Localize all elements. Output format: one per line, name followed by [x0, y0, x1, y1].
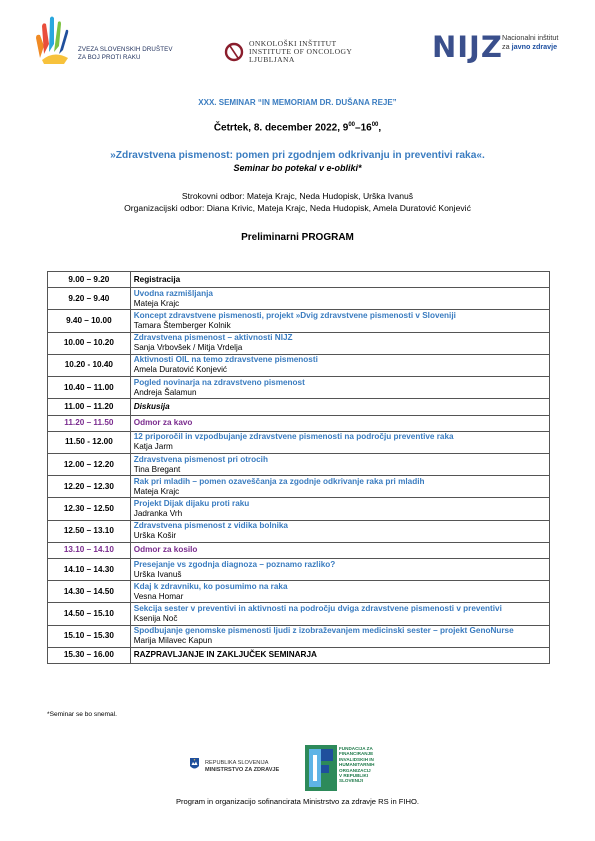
program-row — [48, 377, 550, 399]
program-content — [130, 332, 549, 354]
fiho-text — [339, 746, 374, 784]
program-content — [130, 354, 549, 376]
program-row — [48, 476, 550, 498]
program-row — [48, 310, 550, 332]
program-time: 11.50 - 12.00 — [48, 431, 131, 453]
nijz-mark: NIJZ — [432, 30, 503, 64]
hands-icon — [34, 14, 74, 64]
talk-title: Pogled novinarja na zdravstveno pismenost — [133, 377, 305, 387]
speaker-name: Ksenija Noč — [133, 614, 178, 624]
program-row — [48, 415, 550, 431]
speaker-name: Tamara Štemberger Kolnik — [133, 321, 231, 331]
program-content — [130, 603, 549, 625]
talk-title: Zdravstvena pismenost z vidika bolnika — [133, 521, 288, 531]
program-label: Registracija — [133, 274, 181, 284]
program-content — [130, 310, 549, 332]
program-time: 11.00 – 11.20 — [48, 399, 131, 415]
program-content — [130, 415, 549, 431]
program-label: Odmor za kavo — [133, 418, 193, 428]
program-time: 12.00 – 12.20 — [48, 454, 131, 476]
fiho-text-line: V REPUBLIKI — [339, 773, 369, 779]
ministry-logo — [190, 758, 290, 778]
date-end-minutes: 00 — [371, 122, 379, 128]
date-prefix: Četrtek, 8. december 2022, 9 — [213, 122, 349, 134]
seminar-topic: »Zdravstvena pismenost: pomen pri zgodnjem odkrivanju in preventivi raka«. — [110, 150, 485, 161]
nijz-name-line2-bold: javno zdravje — [511, 42, 558, 51]
program-row — [48, 559, 550, 581]
talk-title: Presejanje vs zgodnja diagnoza – poznamo razliko? — [133, 559, 336, 569]
program-row — [48, 454, 550, 476]
program-content — [130, 498, 549, 520]
talk-title: Uvodna razmišljanja — [133, 288, 213, 298]
program-content — [130, 542, 549, 558]
fiho-text-line: FUNDACIJA ZA — [339, 746, 373, 751]
program-row — [48, 647, 550, 663]
program-content — [130, 647, 549, 663]
program-label: RAZPRAVLJANJE IN ZAKLJUČEK SEMINARJA — [133, 650, 317, 660]
fiho-text-line: FINANCIRANJE — [339, 751, 374, 757]
speaker-name: Amela Duratović Konjević — [133, 365, 228, 375]
program-title: Preliminarni PROGRAM — [241, 232, 354, 243]
oncology-name-line1: ONKOLOŠKI INŠTITUT — [249, 39, 337, 48]
zveza-name-line2: ZA BOJ PROTI RAKU — [78, 54, 141, 61]
talk-title: Sekcija sester v preventivi in aktivnosti na področju dviga zdravstvene pismenosti v preventivi — [133, 604, 502, 614]
talk-title: Kdaj k zdravniku, ko posumimo na raka — [133, 581, 288, 591]
program-content — [130, 581, 549, 603]
program-time: 11.20 – 11.50 — [48, 415, 131, 431]
program-time: 9.00 – 9.20 — [48, 272, 131, 288]
program-content — [130, 520, 549, 542]
ministry-line1: REPUBLIKA SLOVENIJA — [205, 760, 269, 766]
speaker-name: Andreja Šalamun — [133, 387, 197, 397]
fiho-text-line: ORGANIZACIJ — [339, 767, 371, 773]
recording-footnote: *Seminar se bo snemal. — [47, 711, 118, 718]
fiho-text-line: SLOVENIJI — [339, 778, 363, 784]
fiho-text-line: HUMANITARNIH — [339, 762, 375, 768]
nijz-name-line2 — [502, 42, 558, 51]
nijz-logo — [432, 30, 572, 70]
talk-title: Rak pri mladih – pomen ozaveščanja za zgodnje odkrivanje raka pri mladih — [133, 476, 425, 486]
oncology-ring-icon — [224, 41, 244, 63]
program-time: 9.40 – 10.00 — [48, 310, 131, 332]
program-row — [48, 520, 550, 542]
organizing-committee: Organizacijski odbor: Diana Krivic, Mateja Krajc, Neda Hudopisk, Amela Duratović Konjević — [124, 203, 471, 213]
program-time: 15.30 – 16.00 — [48, 647, 131, 663]
program-time: 12.50 – 13.10 — [48, 520, 131, 542]
program-content — [130, 288, 549, 310]
program-time: 12.30 – 12.50 — [48, 498, 131, 520]
program-content — [130, 431, 549, 453]
program-time: 14.30 – 14.50 — [48, 581, 131, 603]
program-time: 10.00 – 10.20 — [48, 332, 131, 354]
speaker-name: Katja Jarm — [133, 442, 173, 452]
oncology-institute-logo — [224, 38, 374, 72]
speaker-name: Marija Milavec Kapun — [133, 636, 213, 646]
speaker-name: Mateja Krajc — [133, 298, 180, 308]
talk-title: Koncept zdravstvene pismenosti, projekt »Dvig zdravstvene pismenosti v Sloveniji — [133, 311, 456, 321]
speaker-name: Urška Košir — [133, 531, 177, 541]
program-row — [48, 625, 550, 647]
program-content — [130, 399, 549, 415]
program-row — [48, 288, 550, 310]
program-time: 12.20 – 12.30 — [48, 476, 131, 498]
program-row — [48, 332, 550, 354]
fiho-logo — [305, 745, 385, 791]
program-table — [47, 271, 550, 664]
seminar-date — [0, 122, 595, 133]
program-row — [48, 431, 550, 453]
program-content — [130, 559, 549, 581]
program-content — [130, 377, 549, 399]
program-row — [48, 542, 550, 558]
program-time: 14.50 – 15.10 — [48, 603, 131, 625]
program-content — [130, 272, 549, 288]
program-time: 13.10 – 14.10 — [48, 542, 131, 558]
program-time: 10.20 - 10.40 — [48, 354, 131, 376]
program-table-body — [48, 272, 550, 664]
program-row — [48, 399, 550, 415]
fiho-mark-icon — [305, 745, 337, 791]
ministry-line2: MINISTRSTVO ZA ZDRAVJE — [205, 767, 280, 773]
program-time: 10.40 – 11.00 — [48, 377, 131, 399]
talk-title: 12 priporočil in vzpodbujanje zdravstvene pismenosti na področju preventive raka — [133, 432, 454, 442]
program-label: Odmor za kosilo — [133, 545, 198, 555]
zveza-name-line1: ZVEZA SLOVENSKIH DRUŠTEV — [78, 46, 173, 53]
date-dash: –16 — [355, 122, 372, 134]
program-time: 15.10 – 15.30 — [48, 625, 131, 647]
zveza-logo — [34, 14, 184, 72]
speaker-name: Vesna Homar — [133, 591, 184, 601]
program-content — [130, 625, 549, 647]
program-content — [130, 454, 549, 476]
program-row — [48, 272, 550, 288]
speaker-name: Sanja Vrbovšek / Mitja Vrdelja — [133, 343, 243, 353]
speaker-name: Jadranka Vrh — [133, 508, 183, 518]
talk-title: Zdravstvena pismenost – aktivnosti NIJZ — [133, 333, 293, 343]
date-start-minutes: 00 — [348, 122, 356, 128]
program-content — [130, 476, 549, 498]
program-row — [48, 603, 550, 625]
date-suffix: , — [378, 122, 382, 134]
program-row — [48, 581, 550, 603]
speaker-name: Urška Ivanuš — [133, 569, 182, 579]
oncology-name-line3: LJUBLJANA — [249, 55, 295, 65]
talk-title: Projekt Dijak dijaku proti raku — [133, 498, 250, 508]
program-time: 14.10 – 14.30 — [48, 559, 131, 581]
nijz-name-line2-prefix: za — [502, 42, 512, 51]
slovenia-crest-icon — [190, 758, 199, 771]
talk-title: Zdravstvena pismenost pri otrocih — [133, 454, 268, 464]
speaker-name: Mateja Krajc — [133, 486, 180, 496]
seminar-title: XXX. SEMINAR “IN MEMORIAM DR. DUŠANA REJE” — [198, 98, 397, 107]
online-note: Seminar bo potekal v e-obliki* — [233, 163, 362, 173]
speaker-name: Tina Bregant — [133, 464, 181, 474]
talk-title: Aktivnosti OIL na temo zdravstvene pismenosti — [133, 355, 318, 365]
talk-title: Spodbujanje genomske pismenosti ljudi z izobraževanjem medicinski sester – projekt GenoNurse — [133, 626, 514, 636]
oncology-name-line2: INSTITUTE OF ONCOLOGY — [249, 47, 353, 57]
program-label: Diskusija — [133, 401, 170, 411]
program-row — [48, 354, 550, 376]
fiho-text-line: INVALIDSKIH IN — [339, 756, 374, 762]
program-time: 9.20 – 9.40 — [48, 288, 131, 310]
funding-note: Program in organizacijo sofinancirata Ministrstvo za zdravje RS in FIHO. — [175, 797, 420, 806]
nijz-name-line1: Nacionalni inštitut — [502, 33, 559, 42]
program-row — [48, 498, 550, 520]
expert-committee: Strokovni odbor: Mateja Krajc, Neda Hudopisk, Urška Ivanuš — [181, 191, 414, 201]
